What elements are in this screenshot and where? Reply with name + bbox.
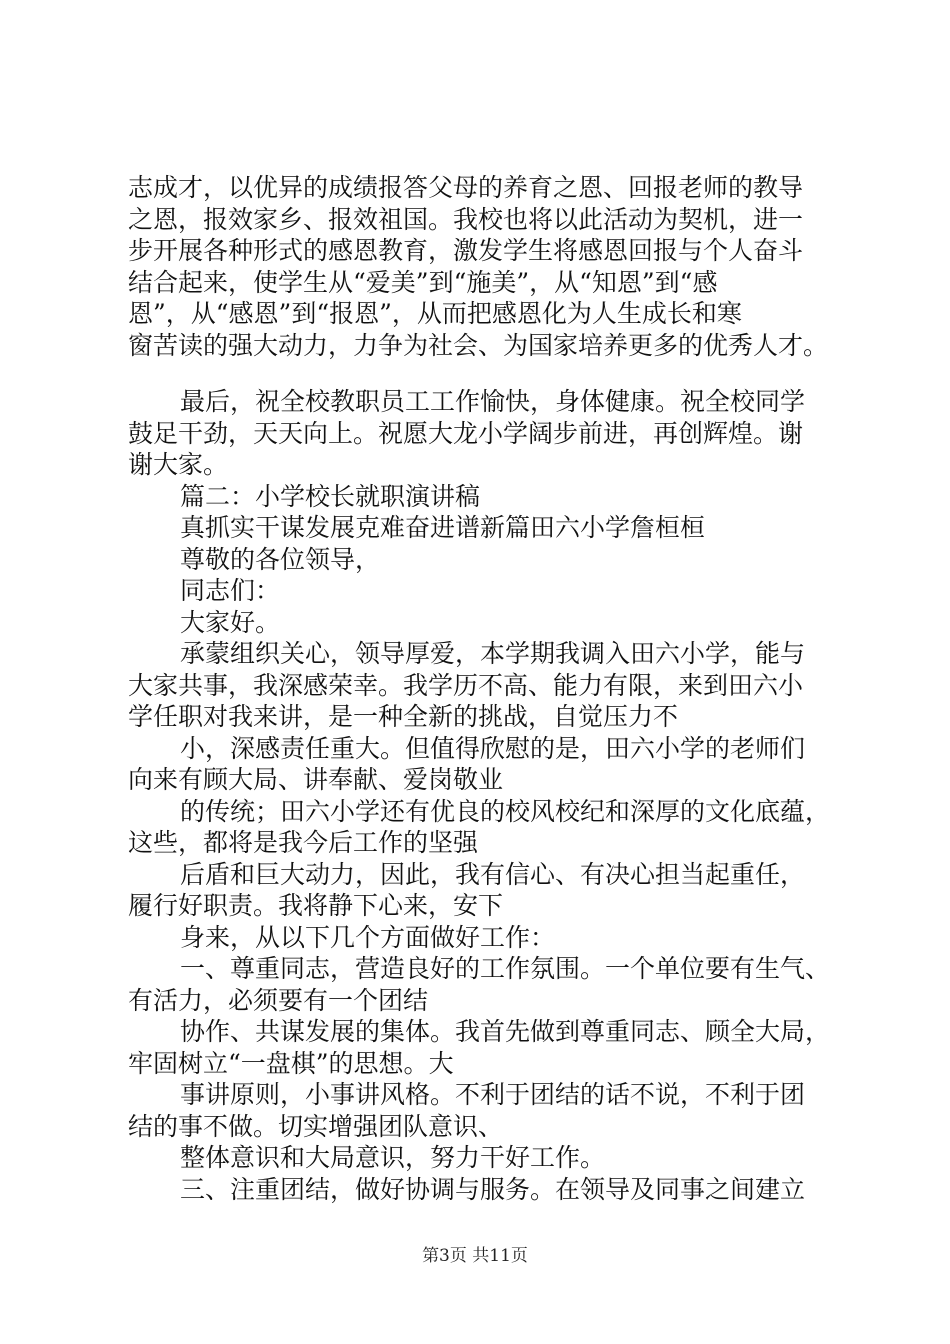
text-line: 步开展各种形式的感恩教育，激发学生将感恩回报与个人奋斗 bbox=[128, 236, 804, 265]
text-line: 整体意识和大局意识，努力干好工作。 bbox=[180, 1143, 606, 1172]
text-line: 结的事不做。切实增强团队意识、 bbox=[128, 1111, 504, 1141]
text-line: 志成才，以优异的成绩报答父母的养育之恩、回报老师的教导 bbox=[128, 173, 804, 202]
text-line: 学任职对我来讲，是一种全新的挑战，自觉压力不 bbox=[128, 702, 679, 731]
text-line: 谢大家。 bbox=[128, 450, 229, 479]
text-line: 牢固树立“一盘棋”的思想。大 bbox=[128, 1048, 454, 1078]
text-line: 身来，从以下几个方面做好工作： bbox=[180, 922, 556, 952]
text-line: 这些，都将是我今后工作的坚强 bbox=[128, 828, 479, 857]
section-heading: 篇二：小学校长就职演讲稿 bbox=[180, 481, 481, 511]
text-line: 事讲原则，小事讲风格。不利于团结的话不说，不利于团 bbox=[180, 1080, 806, 1109]
text-line: 三、注重团结，做好协调与服务。在领导及同事之间建立 bbox=[180, 1174, 806, 1204]
text-line: 协作、共谋发展的集体。我首先做到尊重同志、顾全大局， bbox=[180, 1017, 831, 1046]
greeting: 大家好。 bbox=[180, 607, 281, 637]
text-line: 结合起来，使学生从“爱美”到“施美”，从“知恩”到“感 bbox=[128, 267, 718, 297]
text-line: 有活力，必须要有一个团结 bbox=[128, 985, 429, 1015]
salutation: 同志们： bbox=[180, 576, 281, 605]
page-number-footer: 第3页 共11页 bbox=[422, 1246, 528, 1266]
document-body bbox=[128, 172, 848, 1205]
speech-title: 真抓实干谋发展克难奋进谱新篇田六小学詹桓桓 bbox=[180, 513, 706, 542]
text-line: 承蒙组织关心，领导厚爱，本学期我调入田六小学，能与 bbox=[180, 639, 806, 668]
text-line: 窗苦读的强大动力，力争为社会、为国家培养更多的优秀人才。 bbox=[128, 330, 829, 360]
text-line: 鼓足干劲，天天向上。祝愿大龙小学阔步前进，再创辉煌。谢 bbox=[128, 418, 804, 448]
text-line: 向来有顾大局、讲奉献、爱岗敬业 bbox=[128, 765, 504, 794]
text-line: 的传统；田六小学还有优良的校风校纪和深厚的文化底蕴， bbox=[180, 796, 831, 826]
text-line: 之恩，报效家乡、报效祖国。我校也将以此活动为契机，进一 bbox=[128, 204, 804, 234]
salutation: 尊敬的各位领导， bbox=[180, 544, 381, 574]
text-line: 大家共事，我深感荣幸。我学历不高、能力有限，来到田六小 bbox=[128, 670, 804, 700]
paragraph-gap bbox=[128, 361, 848, 386]
text-line: 最后，祝全校教职员工工作愉快，身体健康。祝全校同学 bbox=[180, 387, 806, 416]
text-line: 后盾和巨大动力，因此，我有信心、有决心担当起重任， bbox=[180, 859, 806, 889]
text-line: 履行好职责。我将静下心来，安下 bbox=[128, 891, 504, 920]
text-line: 小，深感责任重大。但值得欣慰的是，田六小学的老师们 bbox=[180, 733, 806, 763]
text-line: 恩”，从“感恩”到“报恩”，从而把感恩化为人生成长和寒 bbox=[128, 299, 742, 328]
text-line: 一、尊重同志，营造良好的工作氛围。一个单位要有生气、 bbox=[180, 954, 831, 983]
